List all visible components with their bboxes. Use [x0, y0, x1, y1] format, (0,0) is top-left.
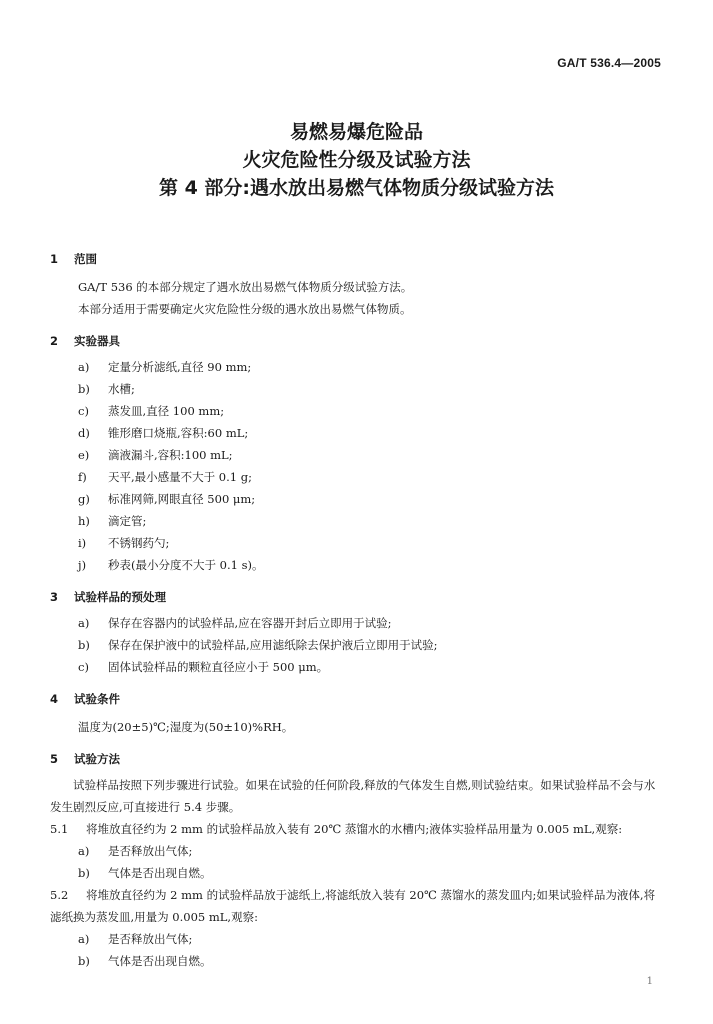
- section-title: 试验条件: [74, 692, 120, 706]
- list-label: b): [78, 382, 90, 396]
- list-item: [50, 356, 665, 378]
- list-label: e): [78, 448, 90, 462]
- list-item: [50, 612, 665, 634]
- standard-code: GA/T 536.4—2005: [557, 56, 661, 70]
- document-body: [50, 238, 665, 972]
- list-text: 是否释放出气体;: [108, 844, 193, 858]
- paragraph: 试验样品按照下列步骤进行试验。如果在试验的任何阶段,释放的气体发生自燃,则试验结束。如果试验样品不会与水发生剧烈反应,可直接进行 5.4 步骤。: [50, 778, 656, 814]
- list-text: 滴定管;: [108, 514, 147, 528]
- list-item: [50, 950, 665, 972]
- list-label: f): [78, 470, 87, 484]
- list-text: 定量分析滤纸,直径 90 mm;: [108, 360, 252, 374]
- list-label: d): [78, 426, 90, 440]
- list-text: 蒸发皿,直径 100 mm;: [108, 404, 225, 418]
- paragraph: 温度为(20±5)℃;湿度为(50±10)%RH。: [78, 720, 294, 734]
- section-number: 1: [50, 252, 59, 266]
- section-number: 3: [50, 590, 59, 604]
- section-title: 范围: [74, 252, 97, 266]
- list-text: 不锈钢药勺;: [108, 536, 170, 550]
- title-line-2: 火灾危险性分级及试验方法: [242, 149, 471, 171]
- list-item: [50, 656, 665, 678]
- section-number: 2: [50, 334, 59, 348]
- subsection: [50, 818, 665, 840]
- section-title: 实验器具: [74, 334, 120, 348]
- list-item: [50, 532, 665, 554]
- list-label: a): [78, 932, 90, 946]
- list-item: [50, 444, 665, 466]
- section-heading: [50, 748, 665, 770]
- list-label: j): [78, 558, 87, 572]
- list-text: 秒表(最小分度不大于 0.1 s)。: [108, 558, 264, 572]
- section-number: 5: [50, 752, 59, 766]
- subsection-number: 5.2: [50, 888, 69, 902]
- list-label: i): [78, 536, 87, 550]
- list-item: [50, 840, 665, 862]
- page-number: 1: [646, 976, 653, 987]
- list-item: [50, 488, 665, 510]
- list-text: 保存在保护液中的试验样品,应用滤纸除去保护液后立即用于试验;: [108, 638, 438, 652]
- section-title: 试验样品的预处理: [74, 590, 166, 604]
- title-line-3: 第 4 部分:遇水放出易燃气体物质分级试验方法: [158, 177, 555, 199]
- list-text: 保存在容器内的试验样品,应在容器开封后立即用于试验;: [108, 616, 392, 630]
- list-item: [50, 634, 665, 656]
- subsection-number: 5.1: [50, 822, 69, 836]
- list-item: [50, 400, 665, 422]
- list-text: 是否释放出气体;: [108, 932, 193, 946]
- list-label: g): [78, 492, 90, 506]
- list-label: c): [78, 404, 89, 418]
- section-heading: [50, 248, 665, 270]
- list-label: c): [78, 660, 89, 674]
- list-item: [50, 928, 665, 950]
- section-heading: [50, 688, 665, 710]
- section-number: 4: [50, 692, 59, 706]
- title-line-1: 易燃易爆危险品: [289, 121, 423, 143]
- section-heading: [50, 586, 665, 608]
- list-label: h): [78, 514, 90, 528]
- subsection-text: 将堆放直径约为 2 mm 的试验样品放入装有 20℃ 蒸馏水的水槽内;液体实验样品用量为 0.005 mL,观察:: [86, 822, 623, 836]
- paragraph: 本部分适用于需要确定火灾危险性分级的遇水放出易燃气体物质。: [78, 302, 412, 316]
- list-text: 气体是否出现自燃。: [108, 866, 212, 880]
- list-label: a): [78, 616, 90, 630]
- list-item: [50, 862, 665, 884]
- list-label: b): [78, 954, 90, 968]
- list-label: b): [78, 866, 90, 880]
- document-title: [0, 118, 713, 202]
- list-item: [50, 554, 665, 576]
- list-text: 锥形磨口烧瓶,容积:60 mL;: [108, 426, 249, 440]
- list-item: [50, 378, 665, 400]
- list-text: 水槽;: [108, 382, 135, 396]
- list-label: a): [78, 360, 90, 374]
- list-text: 滴液漏斗,容积:100 mL;: [108, 448, 233, 462]
- list-text: 气体是否出现自燃。: [108, 954, 212, 968]
- subsection: [50, 884, 665, 928]
- paragraph: GA/T 536 的本部分规定了遇水放出易燃气体物质分级试验方法。: [78, 280, 413, 294]
- list-item: [50, 510, 665, 532]
- list-item: [50, 422, 665, 444]
- list-label: b): [78, 638, 90, 652]
- section-title: 试验方法: [74, 752, 120, 766]
- list-text: 天平,最小感量不大于 0.1 g;: [108, 470, 252, 484]
- subsection-text: 将堆放直径约为 2 mm 的试验样品放于滤纸上,将滤纸放入装有 20℃ 蒸馏水的蒸发皿内;如果试验样品为液体,将滤纸换为蒸发皿,用量为 0.005 mL,观察:: [50, 888, 656, 924]
- list-item: [50, 466, 665, 488]
- section-heading: [50, 330, 665, 352]
- list-label: a): [78, 844, 90, 858]
- list-text: 固体试验样品的颗粒直径应小于 500 μm。: [108, 660, 329, 674]
- list-text: 标准网筛,网眼直径 500 μm;: [108, 492, 256, 506]
